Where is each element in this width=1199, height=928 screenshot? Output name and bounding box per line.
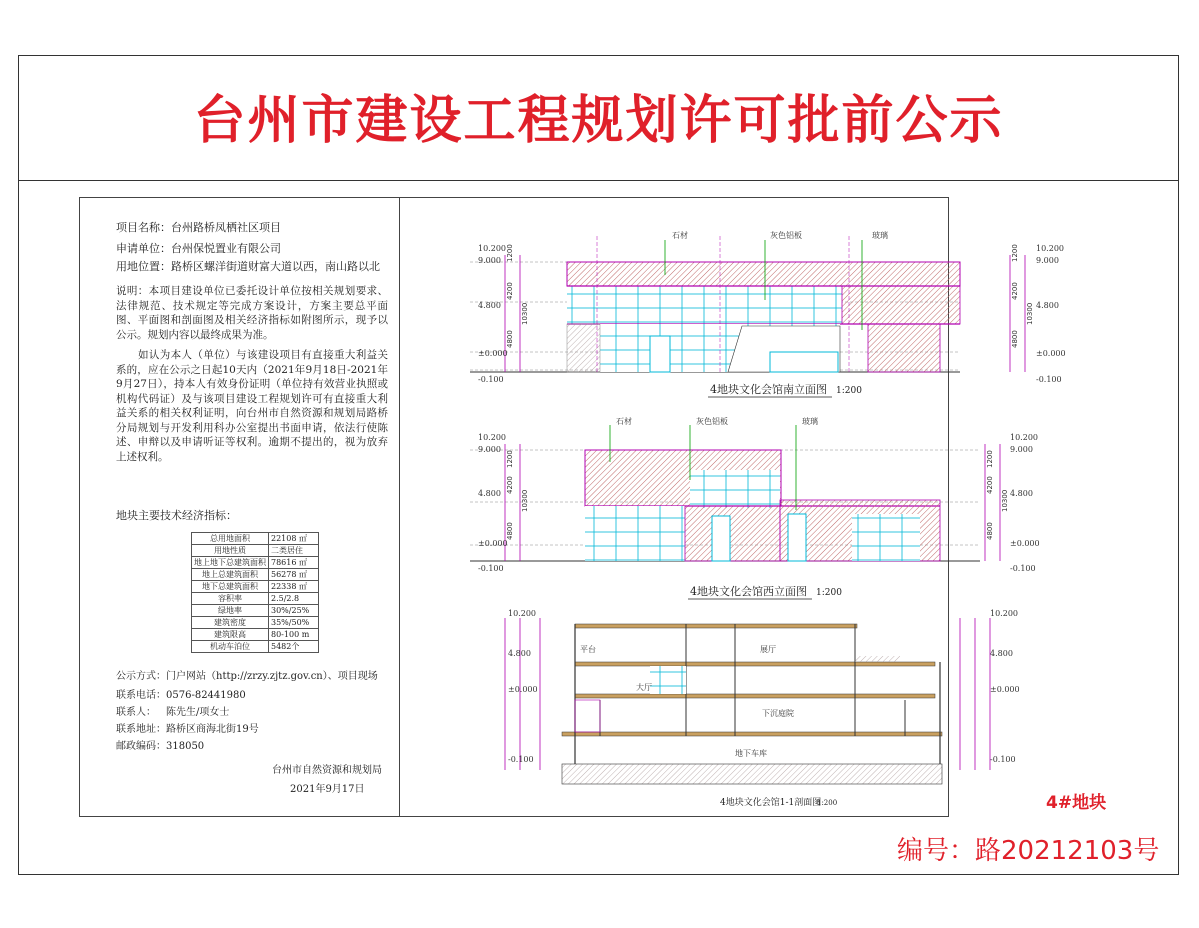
elev-south-r4: ±0.000 <box>1036 349 1066 358</box>
elev-west-r3: 4.800 <box>1010 489 1033 498</box>
dim-west-r3: 10300 <box>1001 489 1009 512</box>
west-title: 4地块文化会馆西立面图 <box>690 585 807 598</box>
serial-number: 编号：路20212103号 <box>897 836 1160 866</box>
cell-label: 总用地面积 <box>192 533 269 545</box>
dim-south-r4: 4800 <box>1011 330 1019 348</box>
south-title: 4地块文化会馆南立面图 <box>710 383 827 396</box>
publicity-method: 公示方式：门户网站（http://zrzy.zjtz.gov.cn）、项目现场 <box>116 671 378 682</box>
cell-value: 35%/50% <box>269 617 319 629</box>
elev-south-l2: 9.000 <box>478 256 501 265</box>
elev-west-l3: 4.800 <box>478 489 501 498</box>
elev-west-l4: ±0.000 <box>478 539 508 548</box>
elev-sec-l1: 10.200 <box>508 609 536 618</box>
notice-text-2: 如认为本人（单位）与该建设项目有直接重大利益关系的，应在公示之日起10天内（2021年9月18日-2021年9月27日），持本人有效身份证明（单位持有效营业执照或机构代码证）及与该项目建设工程规划许可有直接重大利益关系的相关权利证明，向台州市自然资源和规划局路桥分局规划与开发利用科办公室提出书面申请，依法行使陈述、申辩以及申请听证等权利。逾期不提出的，视为放弃上述权利。 <box>116 349 388 463</box>
label-glass-south: 玻璃 <box>872 231 888 240</box>
label-stone-west: 石材 <box>616 417 632 426</box>
project-name: 项目名称：台州路桥凤栖社区项目 <box>116 221 281 234</box>
elev-west-r1: 10.200 <box>1010 433 1038 442</box>
dim-west-3: 10300 <box>521 489 529 512</box>
person-label: 联系人： <box>116 707 156 718</box>
label-curtain-south: 灰色铝板 <box>770 231 802 240</box>
elev-south-l5: -0.100 <box>478 375 504 384</box>
cell-value: 22108 ㎡ <box>269 533 319 545</box>
dim-south-2: 4200 <box>506 282 514 300</box>
label-hall: 展厅 <box>760 645 776 654</box>
cell-label: 绿地率 <box>192 605 269 617</box>
label-courtyard: 下沉庭院 <box>762 709 794 718</box>
dim-south-r3: 10300 <box>1026 302 1034 325</box>
elev-south-l4: ±0.000 <box>478 349 508 358</box>
phone-value: 0576-82441980 <box>166 690 246 701</box>
label-platform: 平台 <box>580 645 596 654</box>
cell-value: 2.5/2.8 <box>269 593 319 605</box>
address-label: 联系地址： <box>116 724 166 735</box>
elev-sec-r5: -0.100 <box>990 755 1016 764</box>
dim-west-4: 4800 <box>506 522 514 540</box>
elev-south-r1: 10.200 <box>1036 244 1064 253</box>
dim-south-r2: 4200 <box>1011 282 1019 300</box>
south-elevation <box>470 236 1025 372</box>
dim-south-r1: 1200 <box>1011 244 1019 262</box>
elev-west-l1: 10.200 <box>478 433 506 442</box>
person-value: 陈先生/项女士 <box>166 707 230 718</box>
west-elevation <box>470 425 1000 561</box>
elev-south-r3: 4.800 <box>1036 301 1059 310</box>
phone-label: 联系电话： <box>116 690 166 701</box>
elev-sec-r3: 4.800 <box>990 649 1013 658</box>
cell-label: 地上地下总建筑面积 <box>192 557 269 569</box>
page-title: 台州市建设工程规划许可批前公示 <box>193 91 1004 151</box>
cell-label: 地下总建筑面积 <box>192 581 269 593</box>
label-lobby: 大厅 <box>636 683 652 692</box>
elev-south-l3: 4.800 <box>478 301 501 310</box>
cell-label: 机动车泊位 <box>192 641 269 653</box>
elev-west-r5: -0.100 <box>1010 564 1036 573</box>
cell-value: 5482个 <box>269 641 319 653</box>
postcode-label: 邮政编码： <box>116 741 166 752</box>
indicators-heading: 地块主要技术经济指标： <box>116 509 237 522</box>
section-scale: 1:200 <box>817 799 838 807</box>
plot-stamp: 4#地块 <box>1046 793 1107 813</box>
elev-sec-l4: ±0.000 <box>508 685 538 694</box>
elev-south-r2: 9.000 <box>1036 256 1059 265</box>
dim-south-4: 4800 <box>506 330 514 348</box>
cell-label: 用地性质 <box>192 545 269 557</box>
west-scale: 1:200 <box>816 588 842 598</box>
elev-sec-r1: 10.200 <box>990 609 1018 618</box>
cell-value: 78616 ㎡ <box>269 557 319 569</box>
label-parking: 地下车库 <box>735 749 767 758</box>
elev-west-l5: -0.100 <box>478 564 504 573</box>
cell-value: 二类居住 <box>269 545 319 557</box>
dim-south-1: 1200 <box>506 244 514 262</box>
label-stone-south: 石材 <box>672 231 688 240</box>
dim-west-r2: 4200 <box>986 476 994 494</box>
elev-west-r4: ±0.000 <box>1010 539 1040 548</box>
notice-text-1: 说明：本项目建设单位已委托设计单位按相关规划要求、法律规范、技术规定等完成方案设计，方案主要总平面图、平面图和剖面图及相关经济指标如附图所示，现予以公示。规划内容以最终成果为准。 <box>116 285 388 341</box>
label-glass-west: 玻璃 <box>802 417 818 426</box>
cell-value: 22338 ㎡ <box>269 581 319 593</box>
project-location: 用地位置：路桥区螺洋街道财富大道以西，南山路以北 <box>116 260 380 273</box>
elev-south-r5: -0.100 <box>1036 375 1062 384</box>
cell-value: 56278 ㎡ <box>269 569 319 581</box>
applicant: 申请单位：台州保悦置业有限公司 <box>116 242 281 255</box>
south-scale: 1:200 <box>836 386 862 396</box>
dim-west-2: 4200 <box>506 476 514 494</box>
postcode-value: 318050 <box>166 741 205 752</box>
elev-west-l2: 9.000 <box>478 445 501 454</box>
address-value: 路桥区商海北街19号 <box>166 724 259 735</box>
issue-date: 2021年9月17日 <box>290 784 365 795</box>
issuer: 台州市自然资源和规划局 <box>272 765 382 776</box>
elev-sec-l3: 4.800 <box>508 649 531 658</box>
cell-label: 建筑限高 <box>192 629 269 641</box>
drawing-titles <box>688 382 862 808</box>
cell-label: 建筑密度 <box>192 617 269 629</box>
dim-west-r1: 1200 <box>986 450 994 468</box>
label-curtain-west: 灰色铝板 <box>696 417 728 426</box>
cell-label: 容积率 <box>192 593 269 605</box>
dim-west-1: 1200 <box>506 450 514 468</box>
cell-value: 80-100 m <box>269 629 319 641</box>
dim-south-3: 10300 <box>521 302 529 325</box>
cell-value: 30%/25% <box>269 605 319 617</box>
section-title: 4地块文化会馆1-1剖面图 <box>720 798 822 808</box>
section-1-1 <box>505 618 990 784</box>
elev-south-l1: 10.200 <box>478 244 506 253</box>
elev-sec-r4: ±0.000 <box>990 685 1020 694</box>
cell-label: 地上总建筑面积 <box>192 569 269 581</box>
elev-west-r2: 9.000 <box>1010 445 1033 454</box>
elev-sec-l5: -0.100 <box>508 755 534 764</box>
dim-west-r4: 4800 <box>986 522 994 540</box>
